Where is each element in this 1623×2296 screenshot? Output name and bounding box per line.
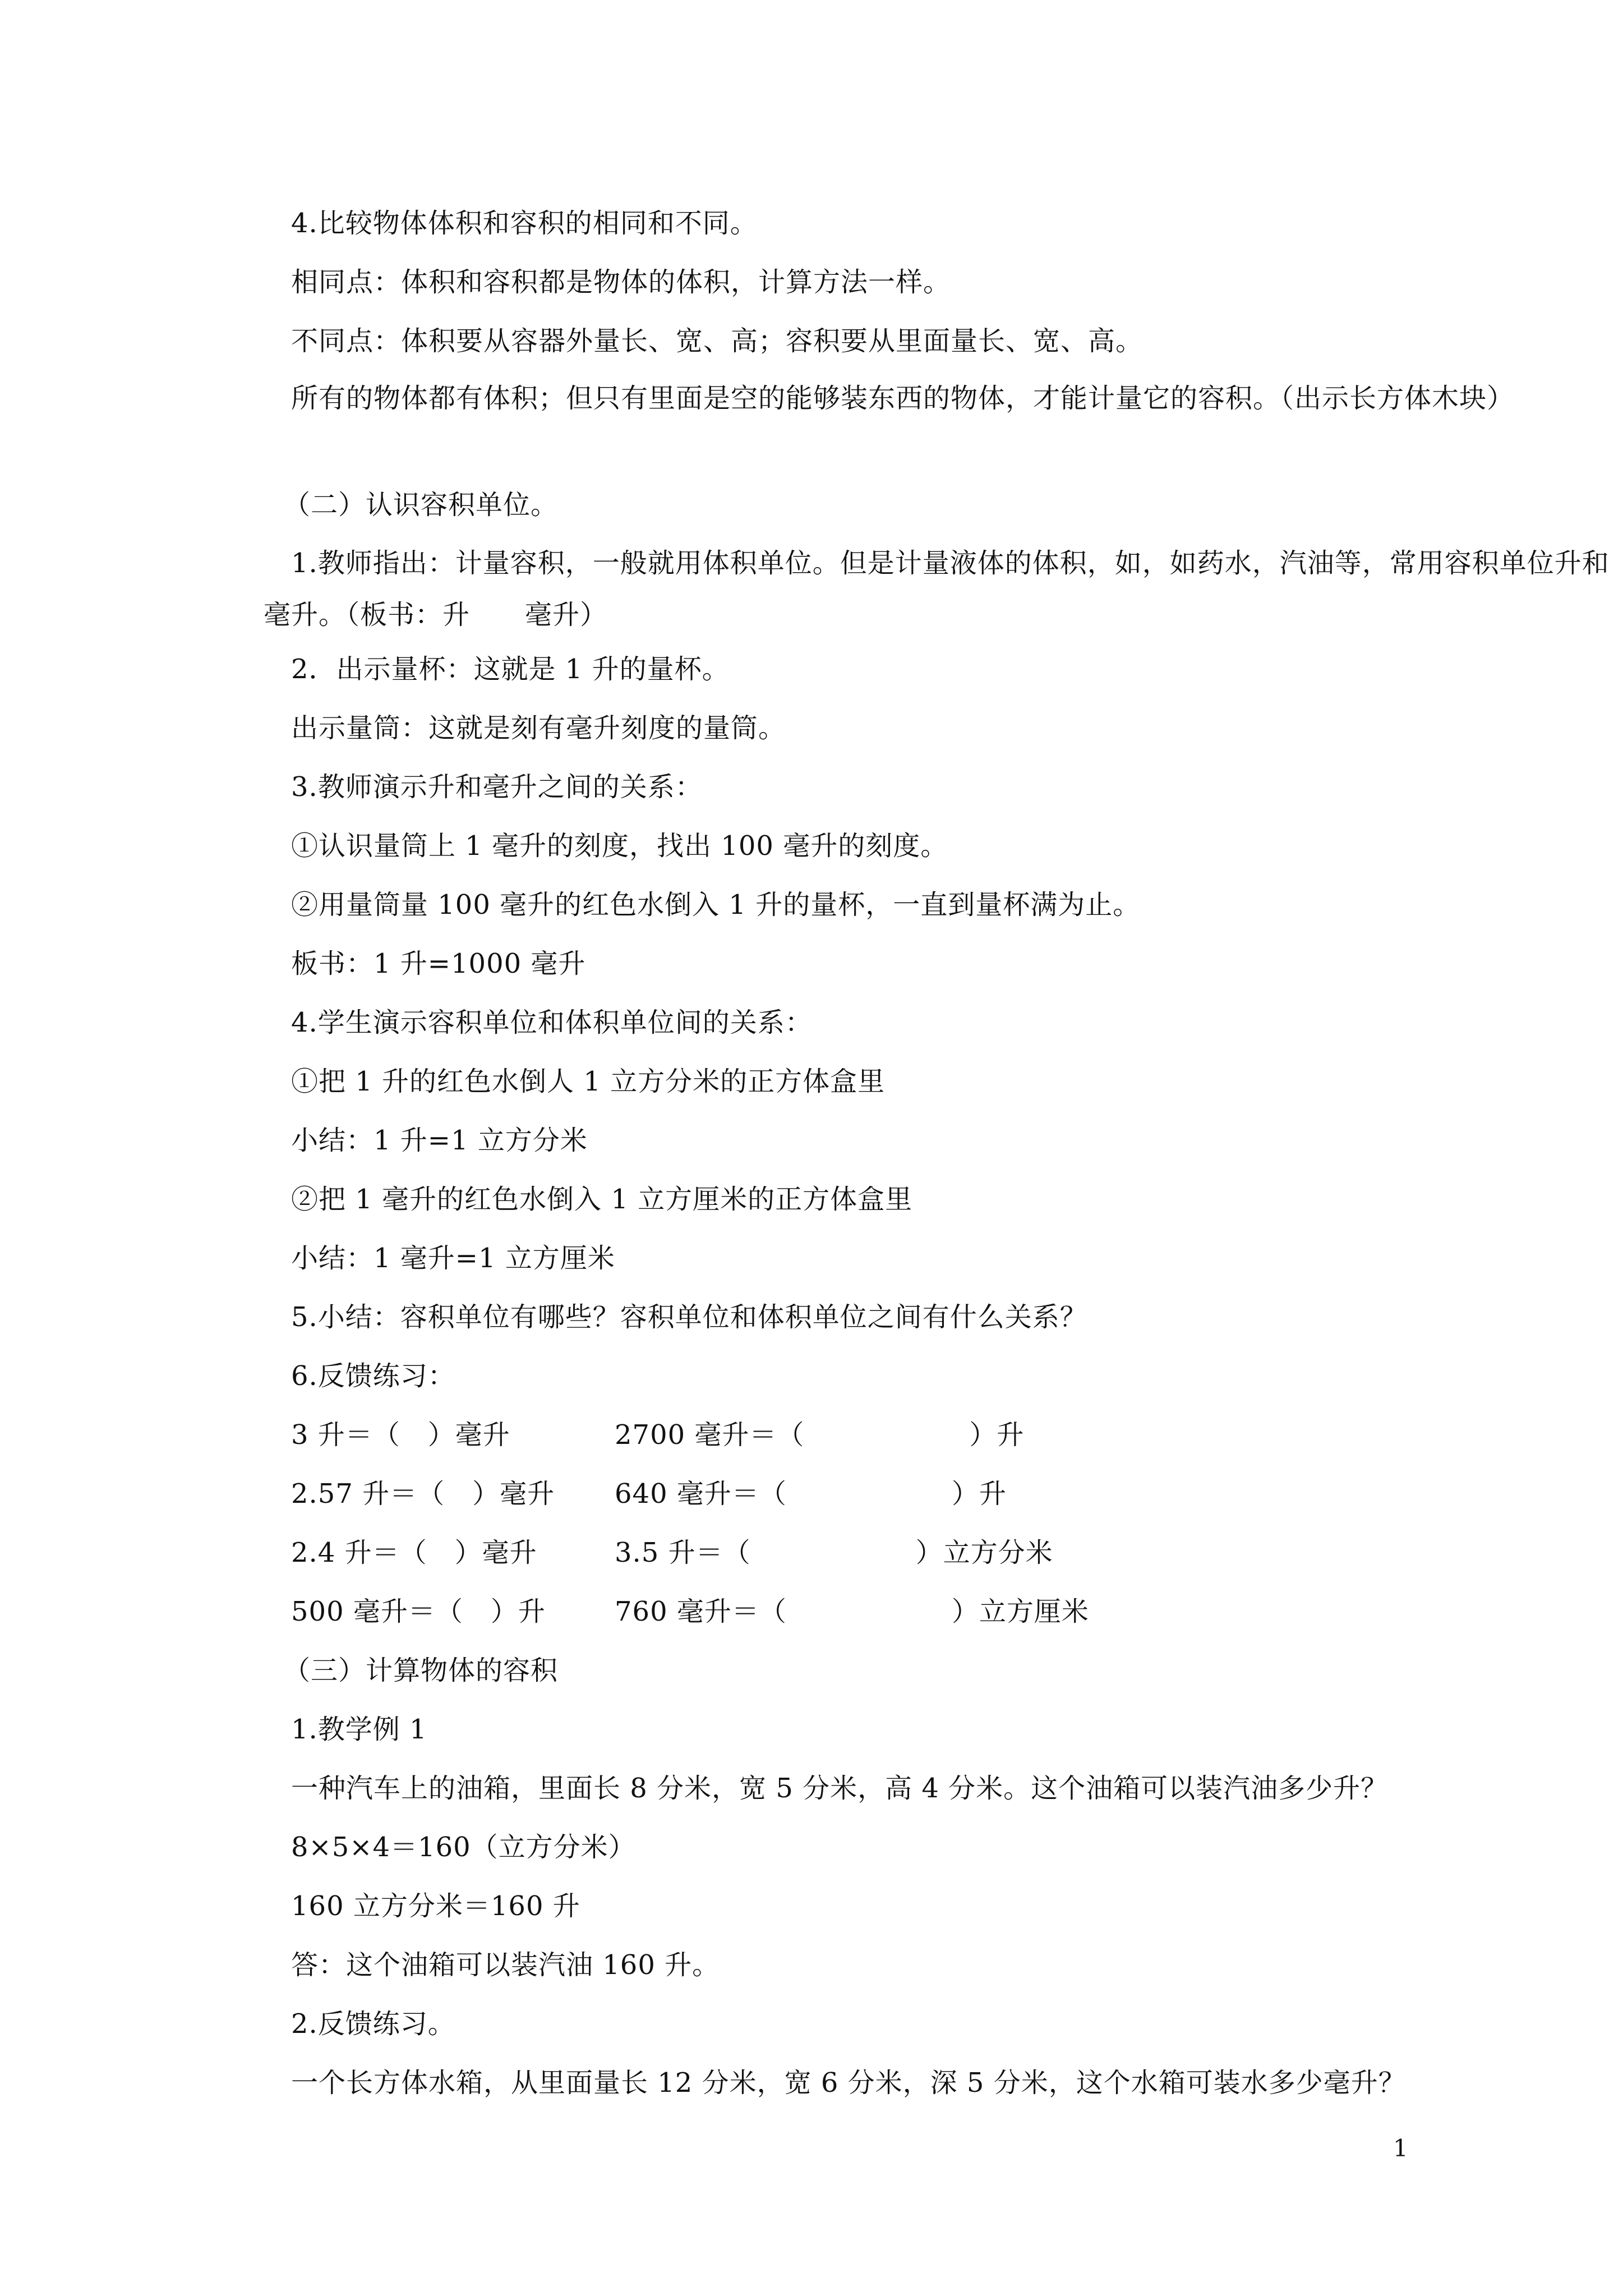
paragraph: 不同点：体积要从容器外量长、宽、高；容积要从里面量长、宽、高。 — [291, 325, 1144, 357]
paragraph: ②用量筒量 100 毫升的红色水倒入 1 升的量杯，一直到量杯满为止。 — [291, 889, 1141, 921]
paragraph: 4.比较物体体积和容积的相同和不同。 — [291, 208, 758, 239]
paragraph: 4.学生演示容积单位和体积单位间的关系： — [291, 1007, 813, 1038]
exercise-left: 3 升＝（ ）毫升 — [291, 1419, 510, 1451]
section-heading: （二）认识容积单位。 — [283, 489, 559, 521]
paragraph: ①认识量筒上 1 毫升的刻度，找出 100 毫升的刻度。 — [291, 830, 948, 862]
page-number: 1 — [1393, 2134, 1408, 2162]
paragraph: 160 立方分米＝160 升 — [291, 1890, 580, 1922]
paragraph: 1.教学例 1 — [291, 1714, 427, 1745]
exercise-right: 3.5 升＝（ ）立方分米 — [615, 1537, 1053, 1568]
exercise-right: 2700 毫升＝（ ）升 — [615, 1419, 1025, 1451]
paragraph: 3.教师演示升和毫升之间的关系： — [291, 771, 703, 803]
paragraph: 出示量筒：这就是刻有毫升刻度的量筒。 — [291, 712, 786, 744]
paragraph: 2.反馈练习。 — [291, 2008, 455, 2040]
paragraph: 小结：1 毫升=1 立方厘米 — [291, 1243, 615, 1274]
paragraph: 8×5×4＝160（立方分米） — [291, 1832, 636, 1863]
paragraph: 板书：1 升=1000 毫升 — [291, 948, 586, 979]
paragraph: 一个长方体水箱，从里面量长 12 分米，宽 6 分米，深 5 分米，这个水箱可装水多少毫升？ — [291, 2067, 1406, 2099]
exercise-right: 640 毫升＝（ ）升 — [615, 1478, 1007, 1510]
paragraph: 相同点：体积和容积都是物体的体积，计算方法一样。 — [291, 266, 951, 298]
section-heading: （三）计算物体的容积 — [283, 1655, 559, 1686]
paragraph: ①把 1 升的红色水倒人 1 立方分米的正方体盒里 — [291, 1066, 886, 1097]
paragraph: 1.教师指出：计量容积，一般就用体积单位。但是计量液体的体积，如，如药水，汽油等，常用容积单位升和毫升。（板书：升 毫升） — [264, 547, 1610, 631]
paragraph: 一种汽车上的油箱，里面长 8 分米，宽 5 分米，高 4 分米。这个油箱可以装汽油多少升？ — [291, 1773, 1389, 1804]
paragraph: 所有的物体都有体积；但只有里面是空的能够装东西的物体，才能计量它的容积。（出示长方体木块） — [291, 383, 1515, 414]
paragraph: 答：这个油箱可以装汽油 160 升。 — [291, 1949, 720, 1981]
exercise-left: 2.4 升＝（ ）毫升 — [291, 1537, 537, 1568]
paragraph: 小结：1 升=1 立方分米 — [291, 1125, 588, 1156]
exercise-left: 500 毫升＝（ ）升 — [291, 1596, 546, 1627]
paragraph: 6.反馈练习： — [291, 1360, 455, 1392]
paragraph: ②把 1 毫升的红色水倒入 1 立方厘米的正方体盒里 — [291, 1184, 913, 1215]
paragraph: 2．出示量杯：这就是 1 升的量杯。 — [291, 654, 730, 685]
paragraph: 5.小结：容积单位有哪些？容积单位和体积单位之间有什么关系？ — [291, 1301, 1087, 1333]
exercise-right: 760 毫升＝（ ）立方厘米 — [615, 1596, 1089, 1627]
exercise-left: 2.57 升＝（ ）毫升 — [291, 1478, 555, 1510]
